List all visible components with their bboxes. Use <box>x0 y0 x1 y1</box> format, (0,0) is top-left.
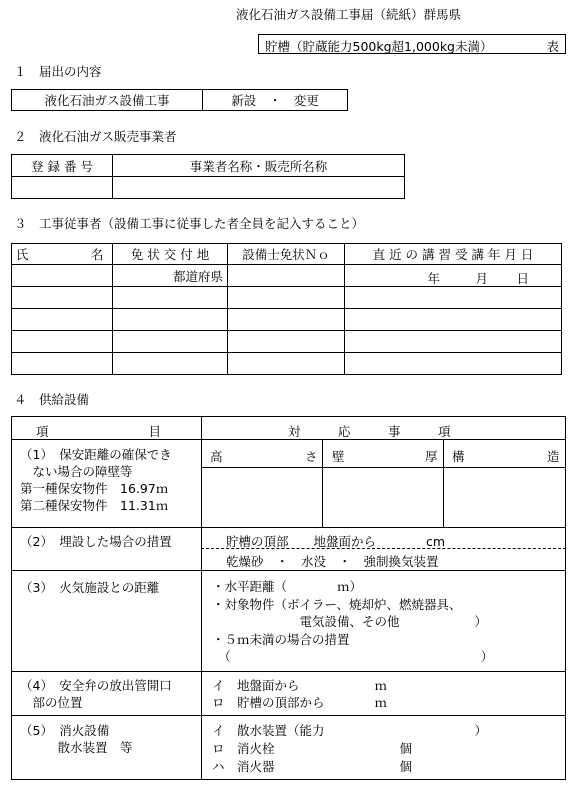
extinguisher-line: ハ 消火器 個 <box>212 759 413 774</box>
barrier-item-label <box>20 446 172 514</box>
height-label-b: さ <box>305 449 318 464</box>
fire-fighting-label-line: 散水装置 等 <box>20 740 133 755</box>
structure-label-a: 構 <box>452 449 465 464</box>
dealer-name-label: 事業者名称・販売所名称 <box>189 158 328 174</box>
notification-content-table <box>11 89 348 111</box>
license-issuer-cell[interactable] <box>113 265 228 287</box>
worker-name-cell[interactable] <box>12 331 113 353</box>
structure-label-b: 造 <box>547 449 560 464</box>
row-line <box>11 671 566 672</box>
dealer-name-header <box>113 155 405 177</box>
registration-number-header <box>12 155 113 177</box>
wall-thickness-input[interactable] <box>324 469 442 526</box>
target-object-line-2: 電気設備、その他 ） <box>212 614 488 629</box>
training-date-cell[interactable] <box>345 287 562 309</box>
structure-input[interactable] <box>445 469 565 526</box>
worker-name-cell[interactable] <box>12 265 113 287</box>
year-label: 年 <box>427 270 441 286</box>
dealer-name-field[interactable] <box>113 177 405 199</box>
license-issuer-header <box>113 244 228 265</box>
buried-method-options[interactable]: 乾燥砂 ・ 水没 ・ 強制換気装置 <box>226 554 439 569</box>
section1-heading: １ 届出の内容 <box>14 64 102 79</box>
training-date-cell[interactable] <box>345 265 562 287</box>
license-number-cell[interactable] <box>228 353 345 375</box>
license-number-cell[interactable] <box>228 309 345 331</box>
form-title: 液化石油ガス設備工事届（続紙）群馬県 <box>236 7 462 22</box>
license-issuer-cell[interactable] <box>113 287 228 309</box>
buried-depth-text: 貯槽の頂部 地盤面から cm <box>226 534 446 549</box>
dealer-table <box>11 154 405 199</box>
license-number-cell[interactable] <box>228 265 345 287</box>
prefecture-suffix: 都道府県 <box>172 268 223 284</box>
license-issuer-cell[interactable] <box>113 353 228 375</box>
barrier-col-divider <box>443 439 444 527</box>
barrier-label-line: （1） 保安距離の確保でき <box>20 447 172 462</box>
worker-name-cell[interactable] <box>12 353 113 375</box>
worker-name-header <box>12 244 113 265</box>
relief-valve-label-line: 部の位置 <box>20 695 83 710</box>
workers-table <box>11 243 562 375</box>
registration-number-label: 登 録 番 号 <box>31 158 93 174</box>
new-or-change-options: 新設 ・ 変更 <box>231 93 319 108</box>
target-object-line: ・対象物件（ボイラー、焼却炉、燃焼器具、 <box>212 596 462 612</box>
buried-measure-label: （2） 埋設した場合の措置 <box>20 534 172 549</box>
license-number-label: 設備士免状Ｎｏ <box>242 247 330 262</box>
license-number-header <box>228 244 345 265</box>
wall-thickness-label-b: 厚 <box>425 449 438 464</box>
training-date-cell[interactable] <box>345 331 562 353</box>
tank-capacity-label: 貯槽（貯蔵能力500kg超1,000kg未満） <box>265 39 493 54</box>
fire-distance-label: （3） 火気施設との距離 <box>20 580 160 595</box>
fire-fighting-label <box>20 722 133 756</box>
row-line <box>11 527 566 528</box>
fire-distance-details <box>212 578 493 666</box>
first-class-distance: 第一種保安物件 16.97ｍ <box>20 481 169 496</box>
second-class-distance: 第二種保安物件 11.31ｍ <box>20 498 169 513</box>
training-date-header <box>345 244 562 265</box>
section2-heading: ２ 液化石油ガス販売事業者 <box>14 129 177 144</box>
worker-name-cell[interactable] <box>12 309 113 331</box>
fire-fighting-label-line: （5） 消火設備 <box>20 723 110 738</box>
tank-top-height-line: ロ 貯槽の頂部から ｍ <box>212 695 388 710</box>
month-label: 月 <box>475 270 489 286</box>
relief-valve-details <box>212 677 387 711</box>
horizontal-distance-line: ・水平距離（ ｍ） <box>212 579 363 594</box>
relief-valve-label <box>20 677 172 711</box>
fire-fighting-details <box>212 722 487 776</box>
wall-thickness-label-a: 壁 <box>332 449 345 464</box>
worker-name-label: 氏 名 <box>16 247 104 262</box>
row-line <box>11 715 566 716</box>
training-date-cell[interactable] <box>345 353 562 375</box>
item-column-header: 項 目 <box>36 424 162 439</box>
relief-valve-label-line: （4） 安全弁の放出管開口 <box>20 678 172 693</box>
ground-height-line: イ 地盤面から ｍ <box>212 678 388 693</box>
sprinkler-line: イ 散水装置（能力 ） <box>212 723 488 738</box>
tank-capacity-box <box>258 34 566 54</box>
row-line <box>11 570 566 571</box>
license-number-cell[interactable] <box>228 331 345 353</box>
registration-number-field[interactable] <box>12 177 113 199</box>
height-label-a: 高 <box>210 449 223 464</box>
table-label: 表 <box>546 39 559 54</box>
license-issuer-cell[interactable] <box>113 309 228 331</box>
license-issuer-cell[interactable] <box>113 331 228 353</box>
license-issuer-label: 免 状 交 付 地 <box>130 247 210 262</box>
section3-heading: ３ 工事従事者（設備工事に従事した者全員を記入すること） <box>14 216 365 231</box>
training-date-cell[interactable] <box>345 309 562 331</box>
response-column-header: 対 応 事 項 <box>288 424 451 439</box>
worker-name-cell[interactable] <box>12 287 113 309</box>
barrier-col-divider <box>322 439 323 527</box>
dashed-divider <box>201 548 566 549</box>
height-input[interactable] <box>203 469 321 526</box>
license-number-cell[interactable] <box>228 287 345 309</box>
barrier-header-line <box>201 467 566 468</box>
under-5m-measure-line: ・５ｍ未満の場合の措置 <box>212 631 350 647</box>
new-or-change-cell[interactable] <box>203 90 348 111</box>
work-type: 液化石油ガス設備工事 <box>44 93 170 108</box>
section4-heading: ４ 供給設備 <box>14 392 90 407</box>
barrier-label-line: ない場合の障壁等 <box>20 464 133 479</box>
work-type-cell <box>12 90 203 111</box>
training-date-label: 直 近 の 講 習 受 講 年 月 日 <box>372 247 534 262</box>
under-5m-measure-input[interactable]: （ ） <box>212 649 494 664</box>
hydrant-line: ロ 消火栓 個 <box>212 741 413 756</box>
column-divider <box>201 416 202 780</box>
day-label: 日 <box>516 270 530 286</box>
